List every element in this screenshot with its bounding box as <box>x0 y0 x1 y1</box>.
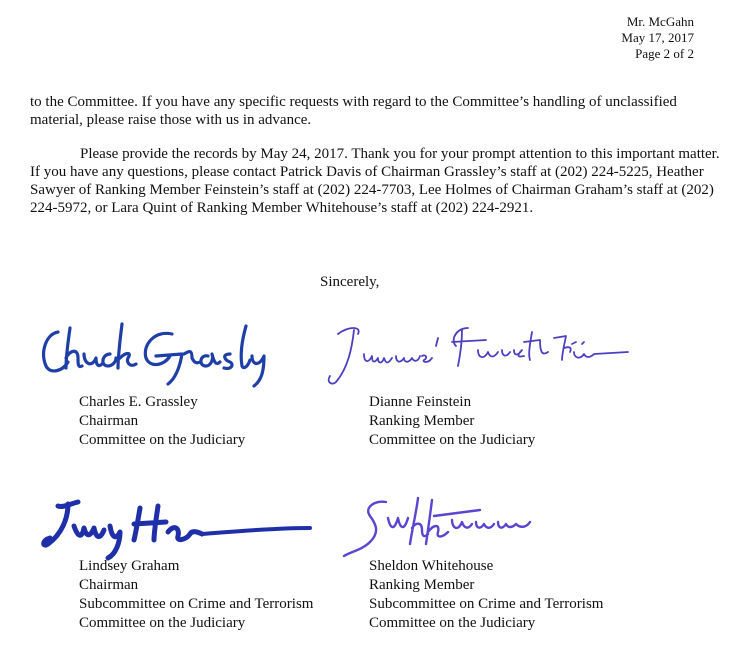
signer-committee: Committee on the Judiciary <box>369 615 536 631</box>
signer-committee: Committee on the Judiciary <box>79 615 246 631</box>
closing-salutation: Sincerely, <box>320 274 380 290</box>
signer-subcommittee: Subcommittee on Crime and Terrorism <box>79 596 314 612</box>
whitehouse-signature <box>330 494 550 560</box>
page-number: Page 2 of 2 <box>635 46 694 61</box>
signer-graham <box>79 557 313 633</box>
signer-title: Ranking Member <box>369 413 475 429</box>
signer-name: Sheldon Whitehouse <box>369 558 494 574</box>
signer-subcommittee: Subcommittee on Crime and Terrorism <box>369 596 604 612</box>
signer-name: Charles E. Grassley <box>79 394 198 410</box>
signer-title: Chairman <box>79 577 139 593</box>
signer-name: Dianne Feinstein <box>369 394 472 410</box>
recipient-line: Mr. McGahn <box>626 14 694 29</box>
signer-committee: Committee on the Judiciary <box>369 432 536 448</box>
signer-name: Lindsey Graham <box>79 558 180 574</box>
signer-title: Ranking Member <box>369 577 475 593</box>
graham-signature <box>40 498 330 562</box>
signer-whitehouse <box>369 557 603 633</box>
paragraph-request-text: Please provide the records by May 24, 2017. Thank you for your prompt attention to this important matter. If you have any questions, please contact Patrick Davis of Chairman Grassley’s staff at (202) 224-5225, Heather Sawyer of Ranking Member Feinstein’s staff at (202) 224-7703, Lee Holmes of Chairman Graham’s staff at (202) 224-5972, or Lara Quint of Ranking Member Whitehouse’s staff at (202) 224-2921. <box>30 146 720 216</box>
paragraph-request <box>30 145 720 217</box>
date-line: May 17, 2017 <box>621 30 694 45</box>
signer-grassley <box>79 393 245 450</box>
signer-committee: Committee on the Judiciary <box>79 432 246 448</box>
grassley-signature <box>36 318 276 390</box>
paragraph-continued: to the Committee. If you have any specific requests with regard to the Committee’s handling of unclassified material, please raise those with us in advance. <box>30 94 677 128</box>
page-header <box>621 14 694 62</box>
feinstein-signature <box>318 320 638 390</box>
signer-feinstein <box>369 393 535 450</box>
signer-title: Chairman <box>79 413 139 429</box>
